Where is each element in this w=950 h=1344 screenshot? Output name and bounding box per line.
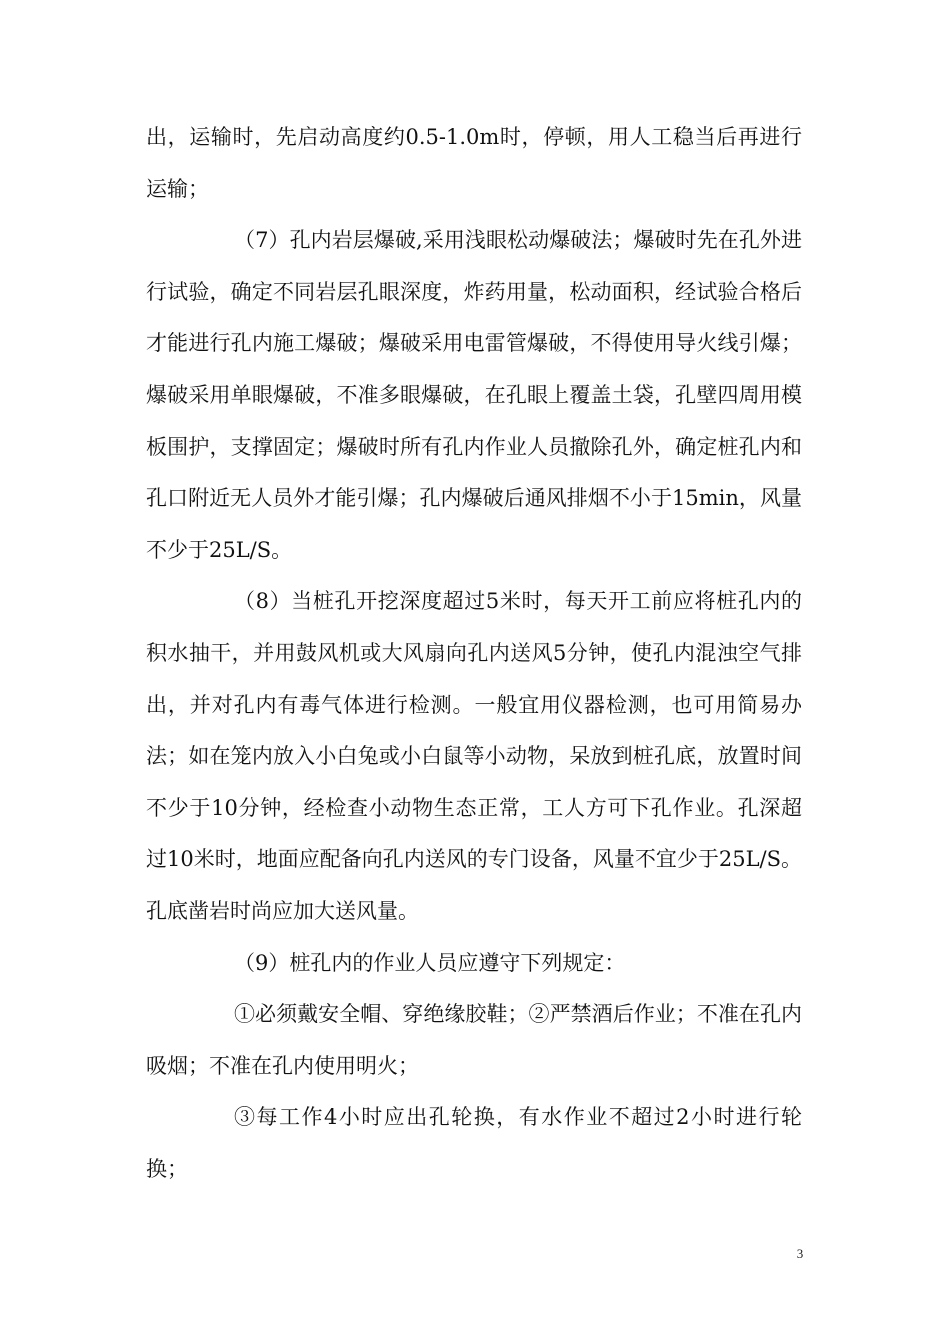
document-body [146, 112, 802, 1195]
paragraph-item-8: （8）当桩孔开挖深度超过5米时，每天开工前应将桩孔内的积水抽干，并用鼓风机或大风扇向孔内送风5分钟，使孔内混浊空气排出，并对孔内有毒气体进行检测。一般宜用仪器检测，也可用简易办法；如在笼内放入小白兔或小白鼠等小动物，呆放到桩孔底，放置时间不少于10分钟，经检查小动物生态正常，工人方可下孔作业。孔深超过10米时，地面应配备向孔内送风的专门设备，风量不宜少于25L/S。孔底凿岩时尚应加大送风量。 [146, 589, 802, 923]
paragraph-item-9: （9）桩孔内的作业人员应遵守下列规定： [234, 950, 626, 975]
page-number: 3 [796, 1246, 804, 1261]
paragraph-rules-1-2: ①必须戴安全帽、穿绝缘胶鞋；②严禁酒后作业；不准在孔内吸烟；不准在孔内使用明火； [146, 1002, 802, 1078]
paragraph-continued: 出，运输时，先启动高度约0.5-1.0m时，停顿，用人工稳当后再进行运输； [146, 125, 802, 201]
paragraph-item-7: （7）孔内岩层爆破,采用浅眼松动爆破法；爆破时先在孔外进行试验，确定不同岩层孔眼深度，炸药用量，松动面积，经试验合格后才能进行孔内施工爆破；爆破采用电雷管爆破，不得使用导火线引爆；爆破采用单眼爆破，不准多眼爆破，在孔眼上覆盖土袋，孔壁四周用模板围护，支撑固定；爆破时所有孔内作业人员撤除孔外，确定桩孔内和孔口附近无人员外才能引爆；孔内爆破后通风排烟不小于15min，风量不少于25L/S。 [146, 228, 802, 562]
paragraph-rule-3: ③每工作4小时应出孔轮换，有水作业不超过2小时进行轮换； [146, 1105, 802, 1181]
